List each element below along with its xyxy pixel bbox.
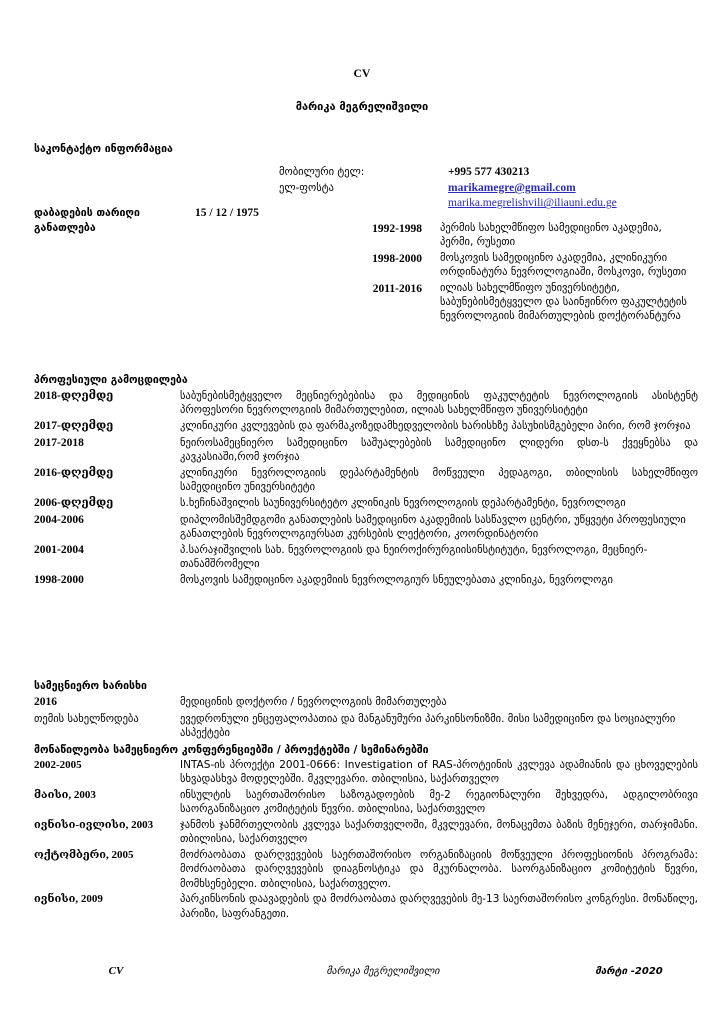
- contact-details: [0, 165, 724, 212]
- experience-text: დიპლომისშემდგომი განათლების სამედიცინო აკადემიის სასწავლო ცენტრი, უწყვეტი პროფესიული განათლების ნევროლოგიურსათ კურსების ლექტორი, კოორდინატორი: [180, 513, 686, 541]
- experience-entry: [0, 466, 724, 495]
- education-section: [0, 222, 724, 326]
- experience-entry: [0, 573, 724, 589]
- footer-right: მარტი -2020: [595, 966, 663, 977]
- experience-text: პ.სარაჯიშვილის სახ. ნევროლოგიის და ნეიროქირურგიისინსტიტუტი, ნევროლოგი, მეცნიერ-თანამშრომელი: [180, 543, 648, 571]
- contact-section: [0, 143, 724, 212]
- experience-years: 2017-დღემდე: [34, 419, 114, 432]
- footer-center: მარიკა მეგრელიშვილი: [326, 966, 440, 977]
- conference-entry: [0, 788, 724, 817]
- experience-years: 2018-დღემდე: [34, 390, 114, 402]
- experience-text: ს.ხეჩინაშვილის საუნივერსიტეტო კლინიკის ნევროლოგიის დეპარტამენტი, ნევროლოგი: [180, 496, 626, 509]
- education-entry: [0, 222, 724, 250]
- conference-date: მაისი, 2003: [34, 788, 96, 801]
- experience-text: საბუნებისმეტყველო მეცნიერებებისა და მედიცინის ფაკულტეტის ნევროლოგიის ასისტენტ პროფესორი ნევროლოგიის მიმართულებით, ილიას სახელმწიფო უნივერსიტეტი: [180, 390, 698, 417]
- education-text: მოსკოვის სამედიცინო აკადემია, კლინიკური ორდინატურა ნევროლოგიაში, მოსკოვი, რუსეთი: [440, 251, 687, 278]
- conferences-section: [0, 758, 724, 922]
- email-primary-link[interactable]: marikamegre@gmail.com: [448, 181, 576, 194]
- experience-entry: [0, 496, 724, 512]
- experience-years: 2001-2004: [34, 543, 84, 556]
- email-secondary-link[interactable]: marika.megrelishvili@iliauni.edu.ge: [448, 197, 617, 210]
- conference-entry: [0, 818, 724, 847]
- education-text: ილიას სახელმწიფო უნივერსიტეტი, საბუნებისმეტყველო და საინჟინრო ფაკულტეტის ნევროლოგიის მიმართულების დოქტორანტურა: [440, 281, 687, 322]
- page-title: CV: [353, 68, 371, 80]
- phone-value: +995 577 430213: [448, 166, 530, 179]
- experience-text: მოსკოვის სამედიცინო აკადემიის ნევროლოგიურ სნეულებათა კლინიკა, ნევროლოგი: [180, 573, 613, 586]
- contact-heading: საკონტაქტო ინფორმაცია: [34, 143, 173, 155]
- conference-text: პარკინსონის დაავადების და მოძრაობათა დარღვევების მე-13 საერთაშორისო კონგრესი. მონაწილე, პარიზი, საფრანგეთი.: [180, 893, 698, 920]
- conference-date: ივნისი, 2009: [34, 893, 103, 906]
- conference-entry: [0, 892, 724, 921]
- education-label: განათლება: [34, 222, 96, 234]
- degree-year: 2016: [34, 696, 57, 708]
- education-text: პერმის სახელმწიფო სამედიცინო აკადემია, პერმი, რუსეთი: [440, 222, 662, 248]
- author-name: მარიკა მეგრელიშვილი: [295, 100, 429, 113]
- conference-date: ოქტომბერი, 2005: [34, 848, 134, 861]
- experience-years: 1998-2000: [34, 573, 84, 586]
- contact-phone-row: [279, 165, 724, 181]
- conference-text: ჯანმოს ჯანმრთელობის კვლევა საქართველოში, მკვლევარი, მონაცემთა ბაზის მენეჯერი, თარჯიმანი. თბილისია, საქართველო: [180, 818, 698, 846]
- degree-section: [0, 695, 724, 742]
- education-list: [0, 222, 724, 324]
- birthdate-value: 15 / 12 / 1975: [195, 207, 259, 219]
- experience-text: კლინიკური ნევროლოგიის დეპარტამენტის მოწვეული პედაგოგი, თბილისის სახელმწიფო სამედიცინო უნივერსიტეტი: [180, 466, 698, 494]
- conference-entry: [0, 758, 724, 787]
- conferences-heading: მონაწილეობა სამეცნიერო კონფერენციებში / პროექტებში / სემინარებში: [34, 744, 429, 756]
- degree-heading: სამეცნიერო ხარისხი: [34, 680, 147, 692]
- conference-text: INTAS-ის პროექტი 2001-0666: Investigation of RAS-პროტეინის კვლევა ადამიანის და ცხოველების სხვადასხვა მოდელებში. მკვლევარი. თბილისია, საქართველო: [180, 759, 698, 786]
- phone-label: მობილური ტელ:: [279, 166, 365, 179]
- experience-entry: [0, 389, 724, 418]
- birthdate-section: [0, 207, 724, 219]
- conference-date: 2002-2005: [34, 759, 82, 771]
- birthdate-label: დაბადების თარიღი: [34, 207, 140, 219]
- thesis-title-label: თემის სახელწოდება: [34, 712, 139, 725]
- experience-entry: [0, 419, 724, 435]
- experience-heading: პროფესიული გამოცდილება: [34, 374, 188, 386]
- education-years: 2011-2016: [372, 282, 422, 295]
- experience-years: 2006-დღემდე: [34, 496, 114, 509]
- conference-entry: [0, 848, 724, 891]
- experience-entry: [0, 543, 724, 572]
- experience-text: კლინიკური კვლევების და ფარმაკოზედამხედველობის ხარისხზე პასუხისმგებელი პირი, რომ ჯორჯია: [180, 419, 691, 432]
- education-years: 1998-2000: [372, 252, 422, 265]
- footer-left: CV: [108, 965, 124, 977]
- experience-entry: [0, 436, 724, 465]
- contact-email-row: [279, 181, 724, 197]
- email-label: ელ-ფოსტა: [279, 181, 334, 194]
- education-years: 1992-1998: [372, 223, 422, 235]
- degree-entry: [0, 695, 724, 711]
- thesis-title-text: ევედრონული ენცეფალოპათია და მანგანუმური პარკინსონიზმი. მისი სამედიცინო და სოციალური ასპექტები: [180, 712, 676, 740]
- page-footer: [0, 965, 724, 977]
- experience-years: 2004-2006: [34, 513, 84, 526]
- education-entry: [0, 282, 724, 324]
- conference-text: მოძრაობათა დარღვევების საერთაშორისო ორგანიზაციის მოწვეული პროფესიონის პროგრამა: მოძრაობათა დარღვევების დიაგნოსტიკა და მკურნალობა. საორგანიზაციო კომიტეტის წევრი, მომხსენებელი. თბილისია, საქართველო.: [180, 848, 698, 890]
- birthdate-row: [0, 207, 724, 219]
- conference-date: ივნისი-ივლისი, 2003: [34, 818, 154, 831]
- experience-section: [0, 389, 724, 589]
- conference-text: ინსულტის საერთაშორისო საზოგადოების მე-2 რეგიონალური შეხვედრა, ადგილობრივი საორგანიზაციო კომიტეტის წევრი. თბილისია, საქართველო: [180, 788, 698, 816]
- experience-text: ნეიროსამეცნიერო სამედიცინო საშუალებების სამედიცინო ლიდერი დსთ-ს ქვეყნებსა და კავკასიაში,რომ ჯორჯია: [180, 436, 698, 464]
- degree-entry: [0, 712, 724, 741]
- experience-entry: [0, 513, 724, 542]
- experience-years: 2017-2018: [34, 436, 84, 449]
- education-entry: [0, 252, 724, 280]
- experience-years: 2016-დღემდე: [34, 466, 114, 479]
- degree-text: მედიცინის დოქტორი / ნევროლოგიის მიმართულება: [180, 696, 447, 708]
